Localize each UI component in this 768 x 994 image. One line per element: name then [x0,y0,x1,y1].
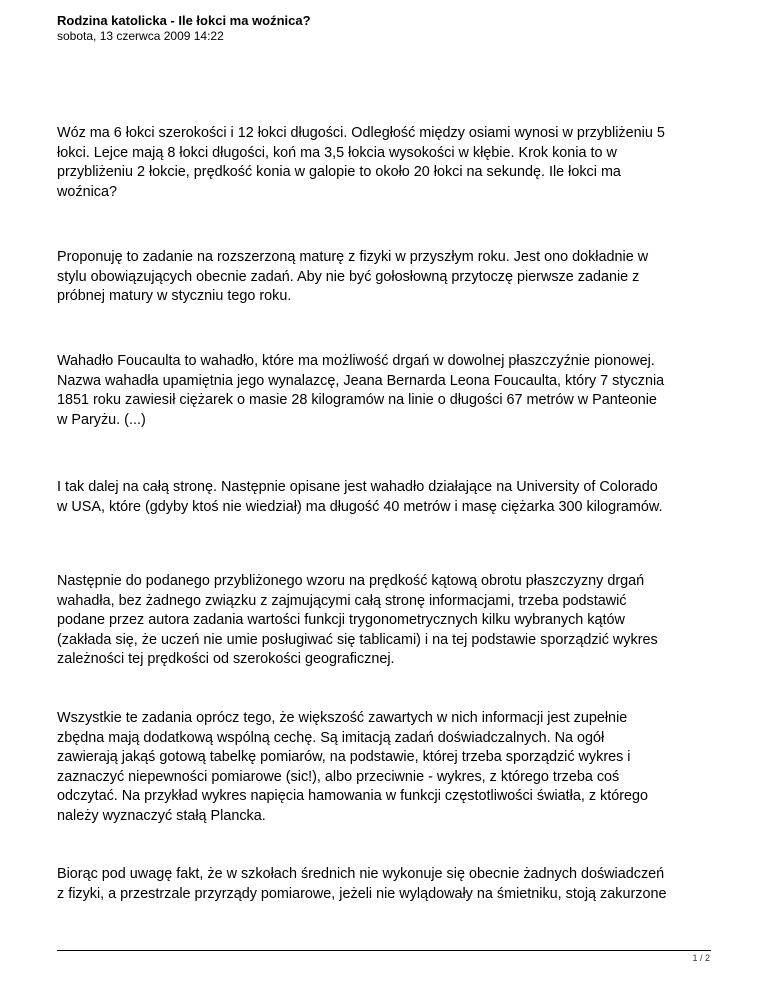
article-date: sobota, 13 czerwca 2009 14:22 [57,29,224,43]
paragraph-2: Proponuję to zadanie na rozszerzoną maturę z fizyki w przyszłym roku. Jest ono dokładnie w stylu obowiązujących obecnie zadań. Aby nie być gołosłowną przytoczę pierwsze zadanie z próbnej matury w styczniu tego roku. [57,249,649,305]
paragraph-7: Biorąc pod uwagę fakt, że w szkołach średnich nie wykonuje się obecnie żadnych doświadczeń z fizyki, a przestrzale przyrządy pomiarowe, jeżeli nie wylądowały na śmietniku, stoją zakurzone [57,866,667,902]
page-header [57,13,717,44]
paragraph-5: Następnie do podanego przybliżonego wzoru na prędkość kątową obrotu płaszczyzny drgań wahadła, bez żadnego związku z zajmującymi całą stronę informacjami, trzeba podstawić podane przez autora zadania wartości funkcji trygonometrycznych kilku wybranych kątów (zakłada się, że uczeń nie umie posługiwać się tablicami) i na tej podstawie sporządzić wykres zależności tej prędkości od szerokości geograficznej. [57,573,658,668]
paragraph-4: I tak dalej na całą stronę. Następnie opisane jest wahadło działające na University of Colorado w USA, które (gdyby ktoś nie wiedział) ma długość 40 metrów i masę ciężarka 300 kilogramów. [57,479,663,515]
article-title: Rodzina katolicka - Ile łokci ma woźnica? [57,13,311,28]
footer-divider [57,950,711,951]
paragraph-1: Wóz ma 6 łokci szerokości i 12 łokci długości. Odległość między osiami wynosi w przybliżeniu 5 łokci. Lejce mają 8 łokci długości, koń ma 3,5 łokcia wysokości w kłębie. Krok konia to w przybliżeniu 2 łokcie, prędkość konia w galopie to około 20 łokci na sekundę. Ile łokci ma woźnica? [57,125,665,200]
paragraph-3: Wahadło Foucaulta to wahadło, które ma możliwość drgań w dowolnej płaszczyźnie pionowej. Nazwa wahadła upamiętnia jego wynalazcę, Jeana Bernarda Leona Foucaulta, który 7 stycznia 1851 roku zawiesił ciężarek o masie 28 kilogramów na linie o długości 67 metrów w Panteonie w Paryżu. (...) [57,353,665,428]
paragraph-6: Wszystkie te zadania oprócz tego, że większość zawartych w nich informacji jest zupełnie zbędna mają dodatkową wspólną cechę. Są imitacją zadań doświadczalnych. Na ogół zawierają jakąś gotową tabelkę pomiarów, na podstawie, której trzeba sporządzić wykres i zaznaczyć niepewności pomiarowe (sic!), albo przeciwnie - wykres, z którego trzeba coś odczytać. Na przykład wykres napięcia hamowania w funkcji częstotliwości światła, z którego należy wyznaczyć stałą Plancka. [57,710,649,824]
page-number: 1 / 2 [692,953,710,963]
